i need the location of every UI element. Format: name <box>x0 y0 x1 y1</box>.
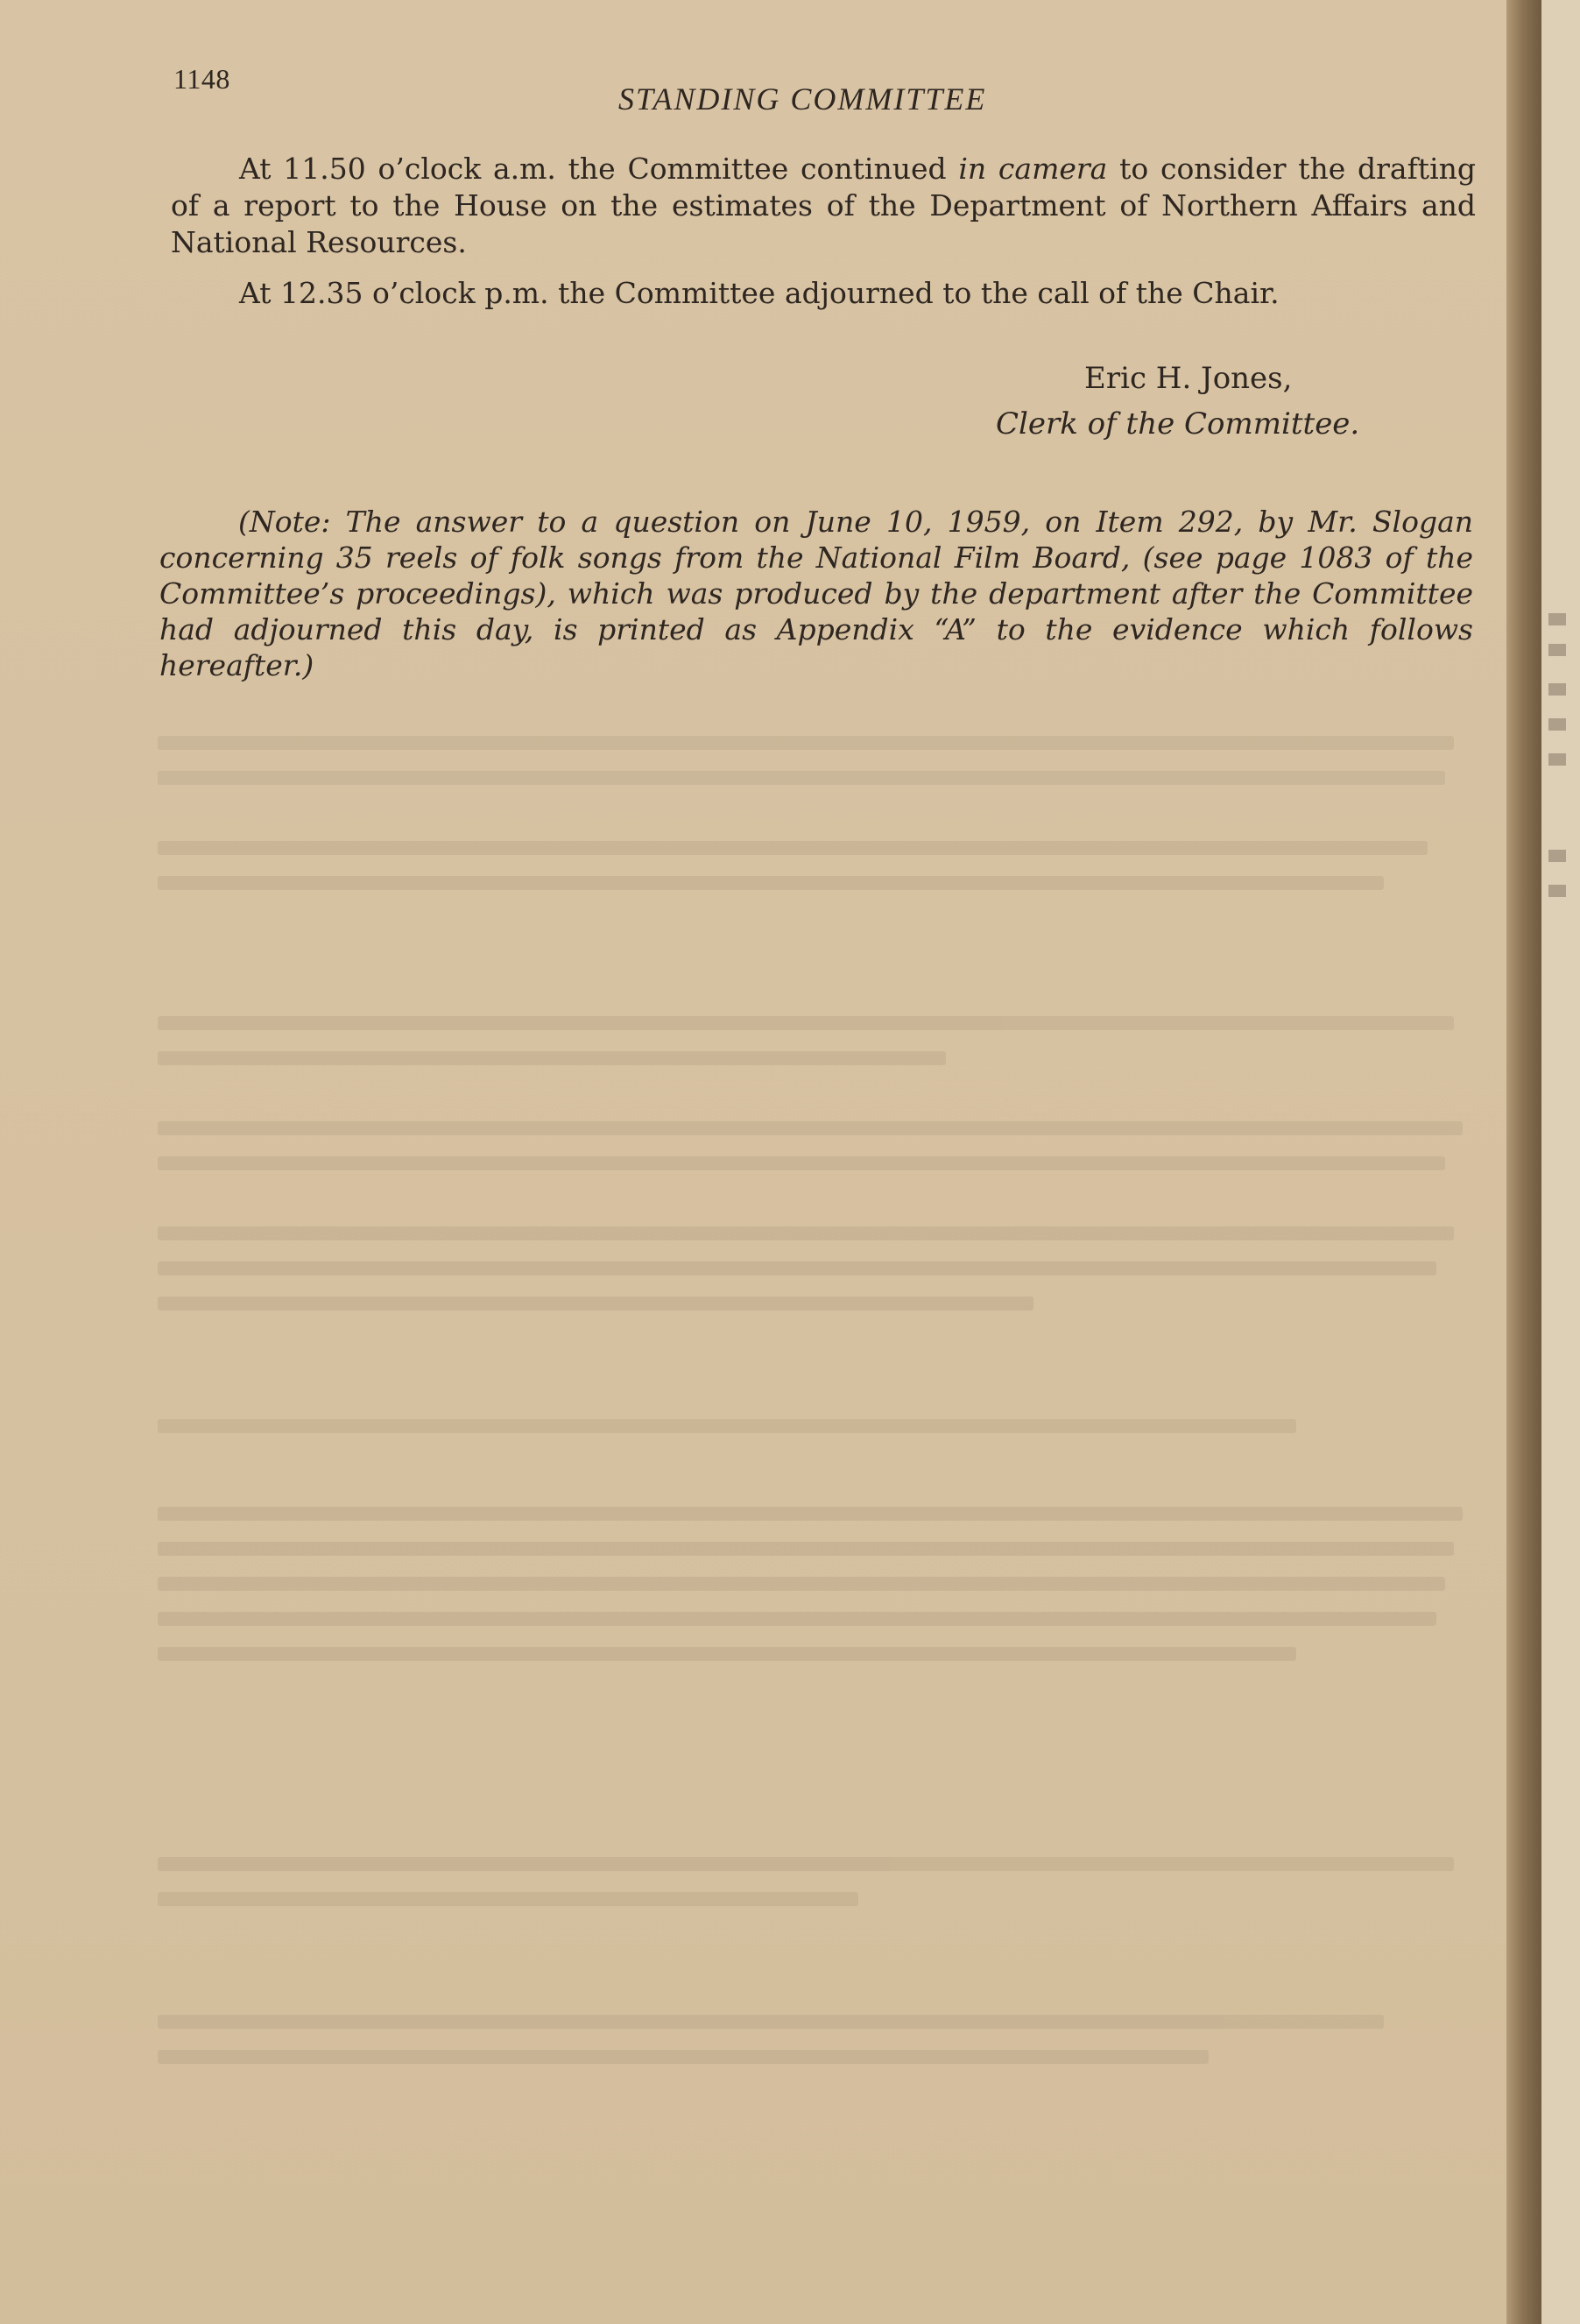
running-head: STANDING COMMITTEE <box>618 81 987 117</box>
editorial-note: (Note: The answer to a question on June 10, 1959, on Item 292, by Mr. Slogan concerning 35 reels of folk songs from the National Film Board, (see page 1083 of the Committee’s proceedings), which was produced by the department after the Committee had adjourned this day, is printed as Appendix “A” to the evidence which follows hereafter.) <box>159 505 1473 682</box>
paragraph-text: to consider the drafting of a report to the House on the estimates of the Department of Northern Affairs and National Resources. <box>171 152 1476 259</box>
clerk-title: Clerk of the Committee. <box>996 406 1360 441</box>
adjacent-page-edge <box>1541 0 1580 2324</box>
paragraph-adjourned: At 12.35 o’clock p.m. the Committee adjourned to the call of the Chair. <box>239 276 1280 310</box>
clerk-name: Eric H. Jones, <box>1084 361 1293 396</box>
page-number: 1148 <box>173 63 230 95</box>
paragraph-in-camera <box>171 151 1476 261</box>
italic-phrase: in camera <box>958 152 1108 186</box>
paragraph-text: At 11.50 o’clock a.m. the Committee continued <box>239 152 959 186</box>
book-gutter <box>1506 0 1541 2324</box>
